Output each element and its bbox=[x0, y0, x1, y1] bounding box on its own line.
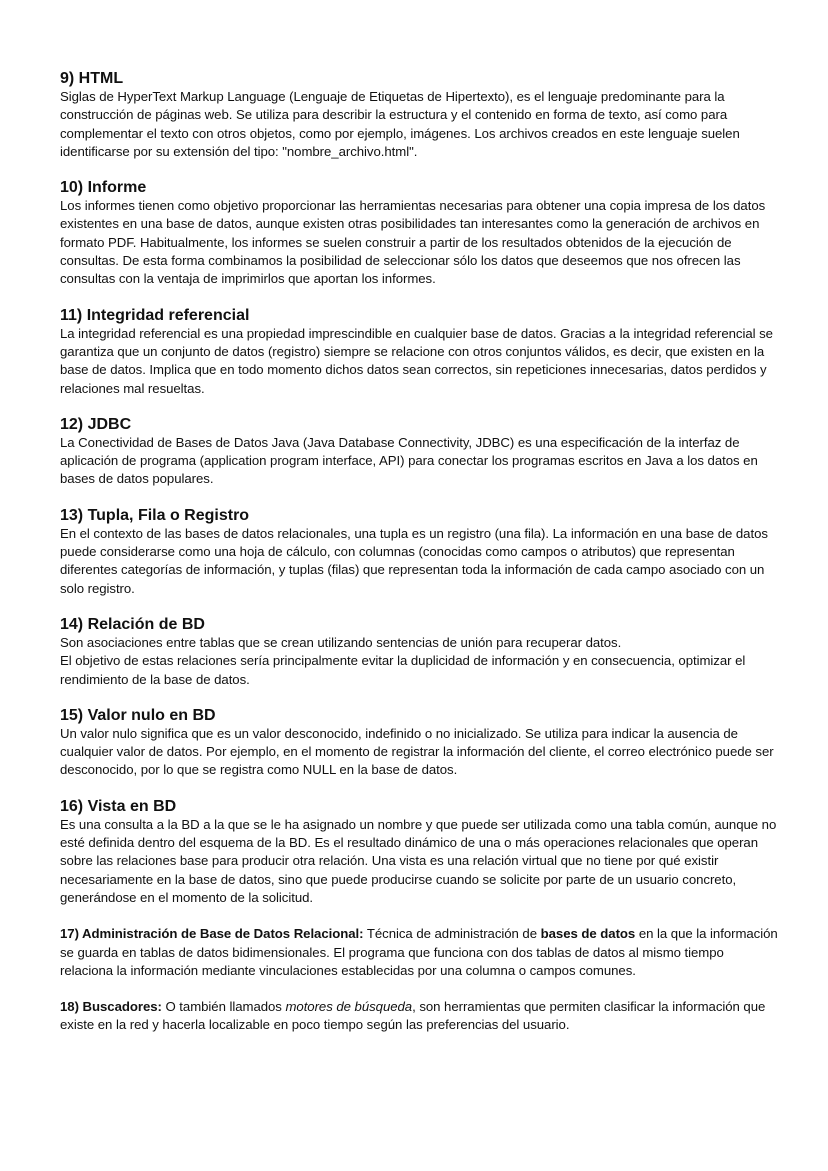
entry-bold-term: bases de datos bbox=[540, 926, 636, 942]
entry-body bbox=[60, 925, 778, 980]
entry-title: 14) Relación de BD bbox=[60, 615, 205, 633]
entry-title: 13) Tupla, Fila o Registro bbox=[60, 506, 250, 524]
entry-administracion-bd bbox=[60, 925, 778, 980]
entry-title: 18) Buscadores: bbox=[60, 999, 162, 1015]
entry-title: 12) JDBC bbox=[60, 415, 132, 433]
entry-title: 9) HTML bbox=[60, 70, 124, 87]
entry-body: La integridad referencial es una propiedad imprescindible en cualquier base de datos. Gracias a la integridad referencial se garantiza que un conjunto de datos (registro) siempre se relacione con otros conjuntos válidos, es decir, que existen en la base de datos. Implica que en todo momento dichos datos sean correctos, sin repeticiones innecesarias, datos perdidos y relaciones mal resueltas. bbox=[60, 325, 773, 396]
entry-body: La Conectividad de Bases de Datos Java (Java Database Connectivity, JDBC) es una especificación de la interfaz de aplicación de programa (application program interface, API) para conectar los programas escritos en Java a los datos en bases de datos populares. bbox=[60, 434, 758, 487]
entry-html bbox=[60, 70, 778, 161]
entry-text: en la que la información se guarda en tablas de datos bidimensionales. El programa que funciona con dos tablas de datos al mismo tiempo relaciona la información mediante vinculaciones establecidas por una columna o campos comunes. bbox=[60, 926, 778, 978]
entry-valor-nulo bbox=[60, 707, 778, 780]
entry-body bbox=[60, 998, 778, 1035]
entry-body: En el contexto de las bases de datos relacionales, una tupla es un registro (una fila). La información en una base de datos puede considerarse como una hoja de cálculo, con columnas (conocidas como campos o atributos) que representan diferentes categorías de información, y tuplas (filas) que representan toda la información de cada campo asociado con un solo registro. bbox=[60, 525, 768, 596]
entry-text: , son herramientas que permiten clasificar la información que existe en la red y hacerla localizable en poco tiempo según las preferencias del usuario. bbox=[60, 999, 766, 1033]
entry-title: 17) Administración de Base de Datos Relacional: bbox=[60, 926, 364, 942]
entry-text: Técnica de administración de bbox=[363, 926, 541, 942]
entry-tupla bbox=[60, 507, 778, 598]
entry-jdbc bbox=[60, 416, 778, 489]
entry-body: El objetivo de estas relaciones sería principalmente evitar la duplicidad de información y en consecuencia, optimizar el rendimiento de la base de datos. bbox=[60, 653, 746, 687]
entry-informe bbox=[60, 179, 778, 288]
entry-title: 11) Integridad referencial bbox=[60, 306, 250, 324]
entry-buscadores bbox=[60, 998, 778, 1035]
entry-title: 15) Valor nulo en BD bbox=[60, 706, 216, 724]
entry-body: Son asociaciones entre tablas que se crean utilizando sentencias de unión para recuperar datos. bbox=[60, 634, 622, 650]
entry-relacion-bd bbox=[60, 616, 778, 689]
entry-italic-term: motores de búsqueda bbox=[285, 999, 413, 1015]
entry-body: Los informes tienen como objetivo proporcionar las herramientas necesarias para obtener una copia impresa de los datos existentes en una base de datos, aunque existen otras posibilidades tan interesantes como la generación de archivos en formato PDF. Habitualmente, los informes se suelen construir a partir de los resultados obtenidos de la ejecución de consultas. De esta forma combinamos la posibilidad de seleccionar sólo los datos que deseemos que nos ofrecen las consultas con la ventaja de imprimirlos que aportan los informes. bbox=[60, 198, 766, 287]
entry-body: Un valor nulo significa que es un valor desconocido, indefinido o no inicializado. Se utiliza para indicar la ausencia de cualquier valor de datos. Por ejemplo, en el momento de registrar la información del cliente, el correo electrónico puede ser desconocido, por lo que se registra como NULL en la base de datos. bbox=[60, 725, 774, 778]
entry-vista-bd bbox=[60, 798, 778, 907]
entry-text: O también llamados bbox=[161, 999, 286, 1015]
entry-body: Es una consulta a la BD a la que se le ha asignado un nombre y que puede ser utilizada como una tabla común, aunque no esté definida dentro del esquema de la BD. Es el resultado dinámico de una o más operaciones relacionales que operan sobre las relaciones base para producir otra relación. Una vista es una relación virtual que no tiene por qué existir necesariamente en la base de datos, sino que puede producirse cuando se solicite por parte de un usuario concreto, generándose en el momento de la solicitud. bbox=[60, 816, 777, 905]
entry-title: 16) Vista en BD bbox=[60, 797, 177, 815]
entry-title: 10) Informe bbox=[60, 179, 147, 197]
entry-body: Siglas de HyperText Markup Language (Lenguaje de Etiquetas de Hipertexto), es el lenguaje predominante para la construcción de páginas web. Se utiliza para describir la estructura y el contenido en forma de texto, así como para complementar el texto con otros objetos, como por ejemplo, imágenes. Los archivos creados en este lenguaje suelen identificarse por su extensión del tipo: "nombre_archivo.html". bbox=[60, 89, 740, 159]
entry-integridad-referencial bbox=[60, 307, 778, 398]
